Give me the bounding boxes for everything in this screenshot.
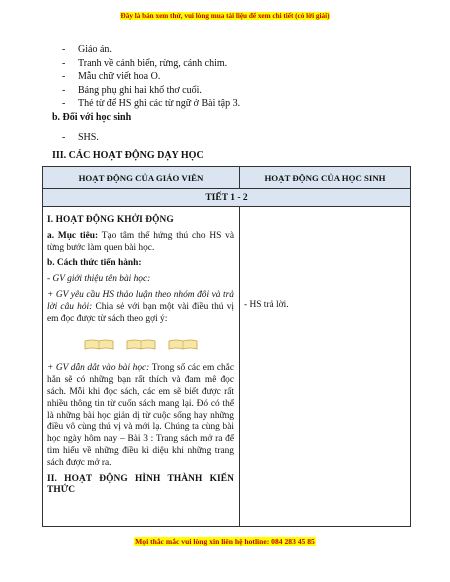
student-column-header: HOẠT ĐỘNG CỦA HỌC SINH: [240, 167, 411, 189]
open-book-icon: [168, 339, 198, 350]
teacher-activities: [43, 207, 240, 527]
open-book-icon: [126, 339, 156, 350]
teacher-prep-list: [62, 43, 382, 111]
preview-banner-text: Đây là bản xem thử, vui lòng mua tài liệu để xem chi tiết (có lời giải): [120, 12, 330, 20]
preview-banner: [0, 12, 450, 20]
activity-heading: II. HOẠT ĐỘNG HÌNH THÀNH KIẾN THỨC: [47, 473, 234, 496]
student-heading: b. Đối với học sinh: [52, 112, 132, 123]
student-activities: [240, 207, 411, 527]
discussion-prompt: + GV yêu cầu HS thảo luận theo nhóm đôi và trả lời câu hỏi: Chia sẻ với bạn một vài điều thú vị em đọc được từ sách theo gợi ý:: [47, 289, 234, 324]
student-prep-list: [62, 131, 382, 145]
objective-paragraph: a. Mục tiêu: Tạo tâm thế hứng thú cho HS và từng bước làm quen bài học.: [47, 230, 234, 253]
introduce-lesson: - GV giới thiệu tên bài học:: [47, 274, 151, 285]
hotline-text: Mọi thắc mắc vui lòng xin liên hệ hotline: 084 283 45 85: [135, 537, 315, 546]
method-heading: b. Cách thức tiến hành:: [47, 258, 142, 269]
activities-table: [42, 166, 411, 527]
section-heading: III. CÁC HOẠT ĐỘNG DẠY HỌC: [52, 150, 204, 161]
lead-in-paragraph: + GV dẫn dắt vào bài học: Trong số các em chắc hẳn sẽ có những bạn rất thích và đam mê đọc sách. Mỗi khi đọc sách, các em sẽ biết được rất nhiều thông tin từ cuốn sách mang lại. Đó có thể là những bài học giản dị từ cuộc sống hay những điều vô cùng thú vị và mới lạ. Chúng ta cùng bài học ngày hôm nay – Bài 3 : Trang sách mở ra để tìm hiểu về những điều kì diệu khi những trang sách được mở ra.: [47, 363, 234, 468]
student-answer: - HS trả lời.: [244, 300, 289, 310]
list-item: - SHS.: [62, 132, 99, 143]
list-item: - Mẫu chữ viết hoa O.: [62, 71, 161, 82]
book-illustrations: [47, 331, 234, 357]
list-item: - Tranh về cảnh biển, rừng, cánh chim.: [62, 57, 228, 69]
hotline-banner: [0, 537, 450, 546]
list-item: - Giáo án.: [62, 44, 112, 55]
open-book-icon: [84, 339, 114, 350]
lesson-period: TIẾT 1 - 2: [43, 189, 411, 207]
list-item: - Bảng phụ ghi hai khổ thơ cuối.: [62, 84, 202, 96]
activity-heading: I. HOẠT ĐỘNG KHỞI ĐỘNG: [47, 215, 174, 225]
list-item: - Thẻ từ để HS ghi các từ ngữ ở Bài tập 3.: [62, 98, 241, 109]
teacher-column-header: HOẠT ĐỘNG CỦA GIÁO VIÊN: [43, 167, 240, 189]
